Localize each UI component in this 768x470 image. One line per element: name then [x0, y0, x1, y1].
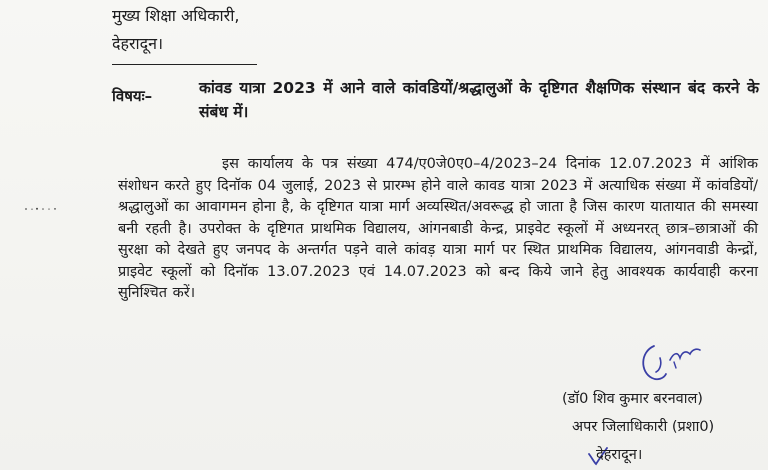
scan-speck-mark — [22, 206, 62, 212]
subject-label: विषयः– — [112, 87, 153, 105]
addressee-place: देहरादून। — [112, 34, 164, 53]
signatory-designation: अपर जिलाधिकारी (प्रशा0) — [572, 419, 715, 435]
divider-line — [112, 64, 257, 65]
handwritten-signature — [634, 338, 704, 390]
letter-body-paragraph: इस कार्यालय के पत्र संख्या 474/ए0जे0ए0–4/2023–24 दिनांक 12.07.2023 में आंशिक संशोधन करते हुए दिनॉक 04 जुलाई, 2023 से प्रारम्भ होने वाले कावड यात्रा 2023 में अत्याधिक संख्या में कांवडियों/श्रद्धालुओं का आवागमन होना है, के दृष्टिगत यात्रा मार्ग अव्यस्थित/अवरूद्ध हो जाता है जिस कारण यातायात की समस्या बनी रहती है। उपरोक्त के दृष्टिगत प्राथमिक विद्यालय, आंगनबाडी केन्द्र, प्राइवेट स्कूलों में अध्यनरत् छात्र–छात्राओं की सुरक्षा को देखते हुए जनपद के अन्तर्गत पड़ने वाले कांवड़ यात्रा मार्ग पर स्थित प्राथमिक विद्यालय, आंगनवाडी केन्द्रों, प्राइवेट स्कूलों को दिनॉक 13.07.2023 एवं 14.07.2023 को बन्द किये जाने हेतु आवश्यक कार्यवाही करना सुनिश्चित करें। — [118, 156, 758, 301]
signatory-name: (डॉ0 शिव कुमार बरनवाल) — [562, 391, 703, 407]
subject-text: कांवड यात्रा 2023 में आने वाले कांवडियों/श्रद्धालुओं के दृष्टिगत शैक्षणिक संस्थान बंद करने के संबंध में। — [199, 79, 759, 121]
signatory-place: देहरादून। — [596, 447, 643, 463]
addressee-title: मुख्य शिक्षा अधिकारी, — [112, 6, 240, 25]
